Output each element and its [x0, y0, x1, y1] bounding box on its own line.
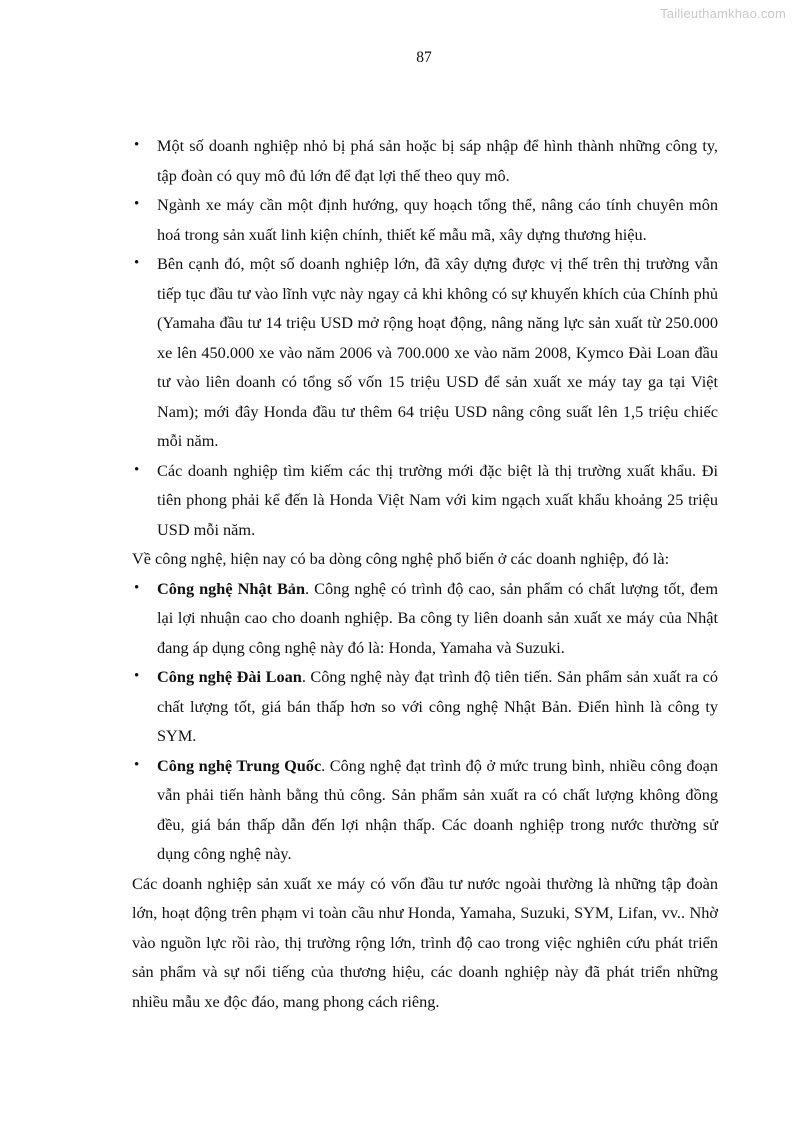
- list-item-text: Một số doanh nghiệp nhỏ bị phá sản hoặc bị sáp nhập để hình thành những công ty, tập đoàn có quy mô đủ lớn để đạt lợi thế theo quy mô.: [157, 136, 718, 185]
- bullet-icon: •: [134, 579, 140, 596]
- list-item: [132, 574, 718, 663]
- tech-intro-paragraph: Về công nghệ, hiện nay có ba dòng công nghệ phổ biến ở các doanh nghiệp, đó là:: [132, 549, 670, 568]
- bullet-icon: •: [134, 756, 140, 773]
- page-number: 87: [416, 49, 432, 66]
- tech-description: . Công nghệ có trình độ cao, sản phẩm có chất lượng tốt, đem lại lợi nhuận cao cho doanh nghiệp. Ba công ty liên doanh sản xuất xe máy của Nhật đang áp dụng công nghệ này đó là: Honda, Yamaha và Suzuki.: [157, 578, 718, 657]
- tech-description: . Công nghệ này đạt trình độ tiên tiến. Sản phẩm sản xuất ra có chất lượng tốt, giá bán thấp hơn so với công nghệ Nhật Bản. Điển hình là công ty SYM.: [157, 667, 719, 745]
- bullet-icon: •: [134, 137, 140, 153]
- watermark: Tailieuthamkhao.com: [660, 6, 786, 21]
- bullet-icon: •: [134, 196, 140, 212]
- list-item-text: Ngành xe máy cần một định hướng, quy hoạch tổng thể, nâng cáo tính chuyên môn hoá trong sản xuất linh kiện chính, thiết kế mẫu mã, xây dựng thương hiệu.: [157, 195, 718, 244]
- bullet-icon: •: [134, 255, 140, 271]
- list-item-text: Bên cạnh đó, một số doanh nghiệp lớn, đã xây dựng được vị thế trên thị trường vẫn tiếp tục đầu tư vào lĩnh vực này ngay cả khi không có sự khuyến khích của Chính phủ (Yamaha đầu tư 14 triệu USD mở rộng hoạt động, nâng năng lực sản xuất từ 250.000 xe lên 450.000 xe vào năm 2006 và 700.000 xe vào năm 2008, Kymco Đài Loan đầu tư vào liên doanh có tổng số vốn 15 triệu USD để sản xuất xe máy tay ga tại Việt Nam); mới đây Honda đầu tư thêm 64 triệu USD nâng công suất lên 1,5 triệu chiếc mỗi năm.: [157, 254, 718, 450]
- closing-paragraph: Các doanh nghiệp sản xuất xe máy có vốn đầu tư nước ngoài thường là những tập đoàn lớn, hoạt động trên phạm vi toàn cầu như Honda, Yamaha, Suzuki, SYM, Lifan, vv.. Nhờ vào nguồn lực rồi rào, thị trường rộng lớn, trình độ cao trong việc nghiên cứu phát triển sản phẩm và sự nổi tiếng của thương hiệu, các doanh nghiệp này đã phát triển những nhiều mẫu xe độc đáo, mang phong cách riêng.: [132, 873, 718, 1011]
- tech-term-taiwan: Công nghệ Đài Loan: [157, 667, 302, 686]
- document-body: [132, 131, 718, 1016]
- list-item: [132, 249, 718, 456]
- list-item: [132, 751, 718, 869]
- tech-term-japan: Công nghệ Nhật Bản: [157, 578, 306, 598]
- list-item: [132, 456, 718, 545]
- bullet-icon: •: [134, 461, 140, 478]
- list-item: [132, 131, 718, 190]
- bullet-icon: •: [134, 668, 140, 684]
- list-item: [132, 190, 718, 249]
- tech-term-china: Công nghệ Trung Quốc: [157, 755, 322, 775]
- list-item: [132, 662, 718, 751]
- tech-description: . Công nghệ đạt trình độ ở mức trung bình, nhiều công đoạn vẫn phải tiến hành bằng thủ công. Sản phẩm sản xuất ra có chất lượng không đồng đều, giá bán thấp dẫn đến lợi nhận thấp. Các doanh nghiệp trong nước thường sử dụng công nghệ này.: [157, 755, 718, 863]
- bullet-list-technology: [132, 574, 718, 869]
- bullet-list-industry: [132, 131, 718, 544]
- list-item-text: Các doanh nghiệp tìm kiếm các thị trường mới đặc biệt là thị trường xuất khẩu. Đi tiên phong phải kể đến là Honda Việt Nam với kim ngạch xuất khẩu khoảng 25 triệu USD mỗi năm.: [157, 460, 718, 539]
